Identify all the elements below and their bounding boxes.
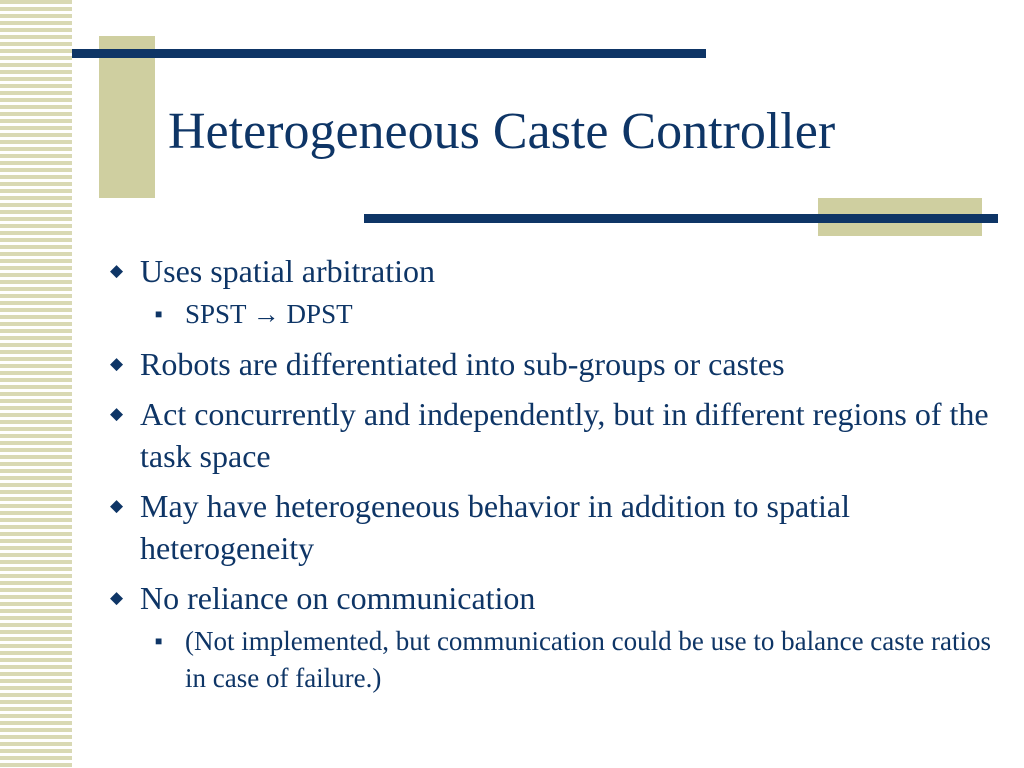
bullet-item — [100, 343, 1000, 385]
diamond-bullet-icon: ◆ — [110, 354, 124, 373]
diamond-bullet-icon: ◆ — [110, 404, 124, 423]
sub-bullet-item — [100, 623, 1000, 697]
slide-body — [100, 250, 1000, 707]
sub-bullet-item — [100, 296, 1000, 333]
sub-bullet-text: SPST → DPST — [185, 299, 353, 329]
diamond-bullet-icon: ◆ — [110, 496, 124, 515]
bullet-text: Uses spatial arbitration — [140, 253, 436, 289]
bullet-item — [100, 393, 1000, 477]
accent-block-left — [99, 36, 155, 198]
bullet-item — [100, 250, 1000, 292]
bullet-text: May have heterogeneous behavior in addition to spatial heterogeneity — [140, 488, 851, 566]
bullet-text: No reliance on communication — [140, 580, 536, 616]
bullet-item — [100, 485, 1000, 569]
bullet-text: Act concurrently and independently, but in different regions of the task space — [140, 396, 989, 474]
slide-title: Heterogeneous Caste Controller — [168, 103, 836, 160]
diamond-bullet-icon: ◆ — [110, 261, 124, 280]
diamond-bullet-icon: ◆ — [110, 588, 124, 607]
sub-bullet-text: (Not implemented, but communication could be use to balance caste ratios in case of failure.) — [185, 626, 992, 693]
bullet-text: Robots are differentiated into sub-groups or castes — [140, 346, 785, 382]
title-rule-bottom — [364, 214, 998, 223]
square-bullet-icon: ■ — [155, 307, 163, 321]
decorative-stripes — [0, 0, 72, 768]
title-rule-top — [72, 49, 706, 58]
square-bullet-icon: ■ — [155, 634, 163, 648]
bullet-item — [100, 577, 1000, 619]
